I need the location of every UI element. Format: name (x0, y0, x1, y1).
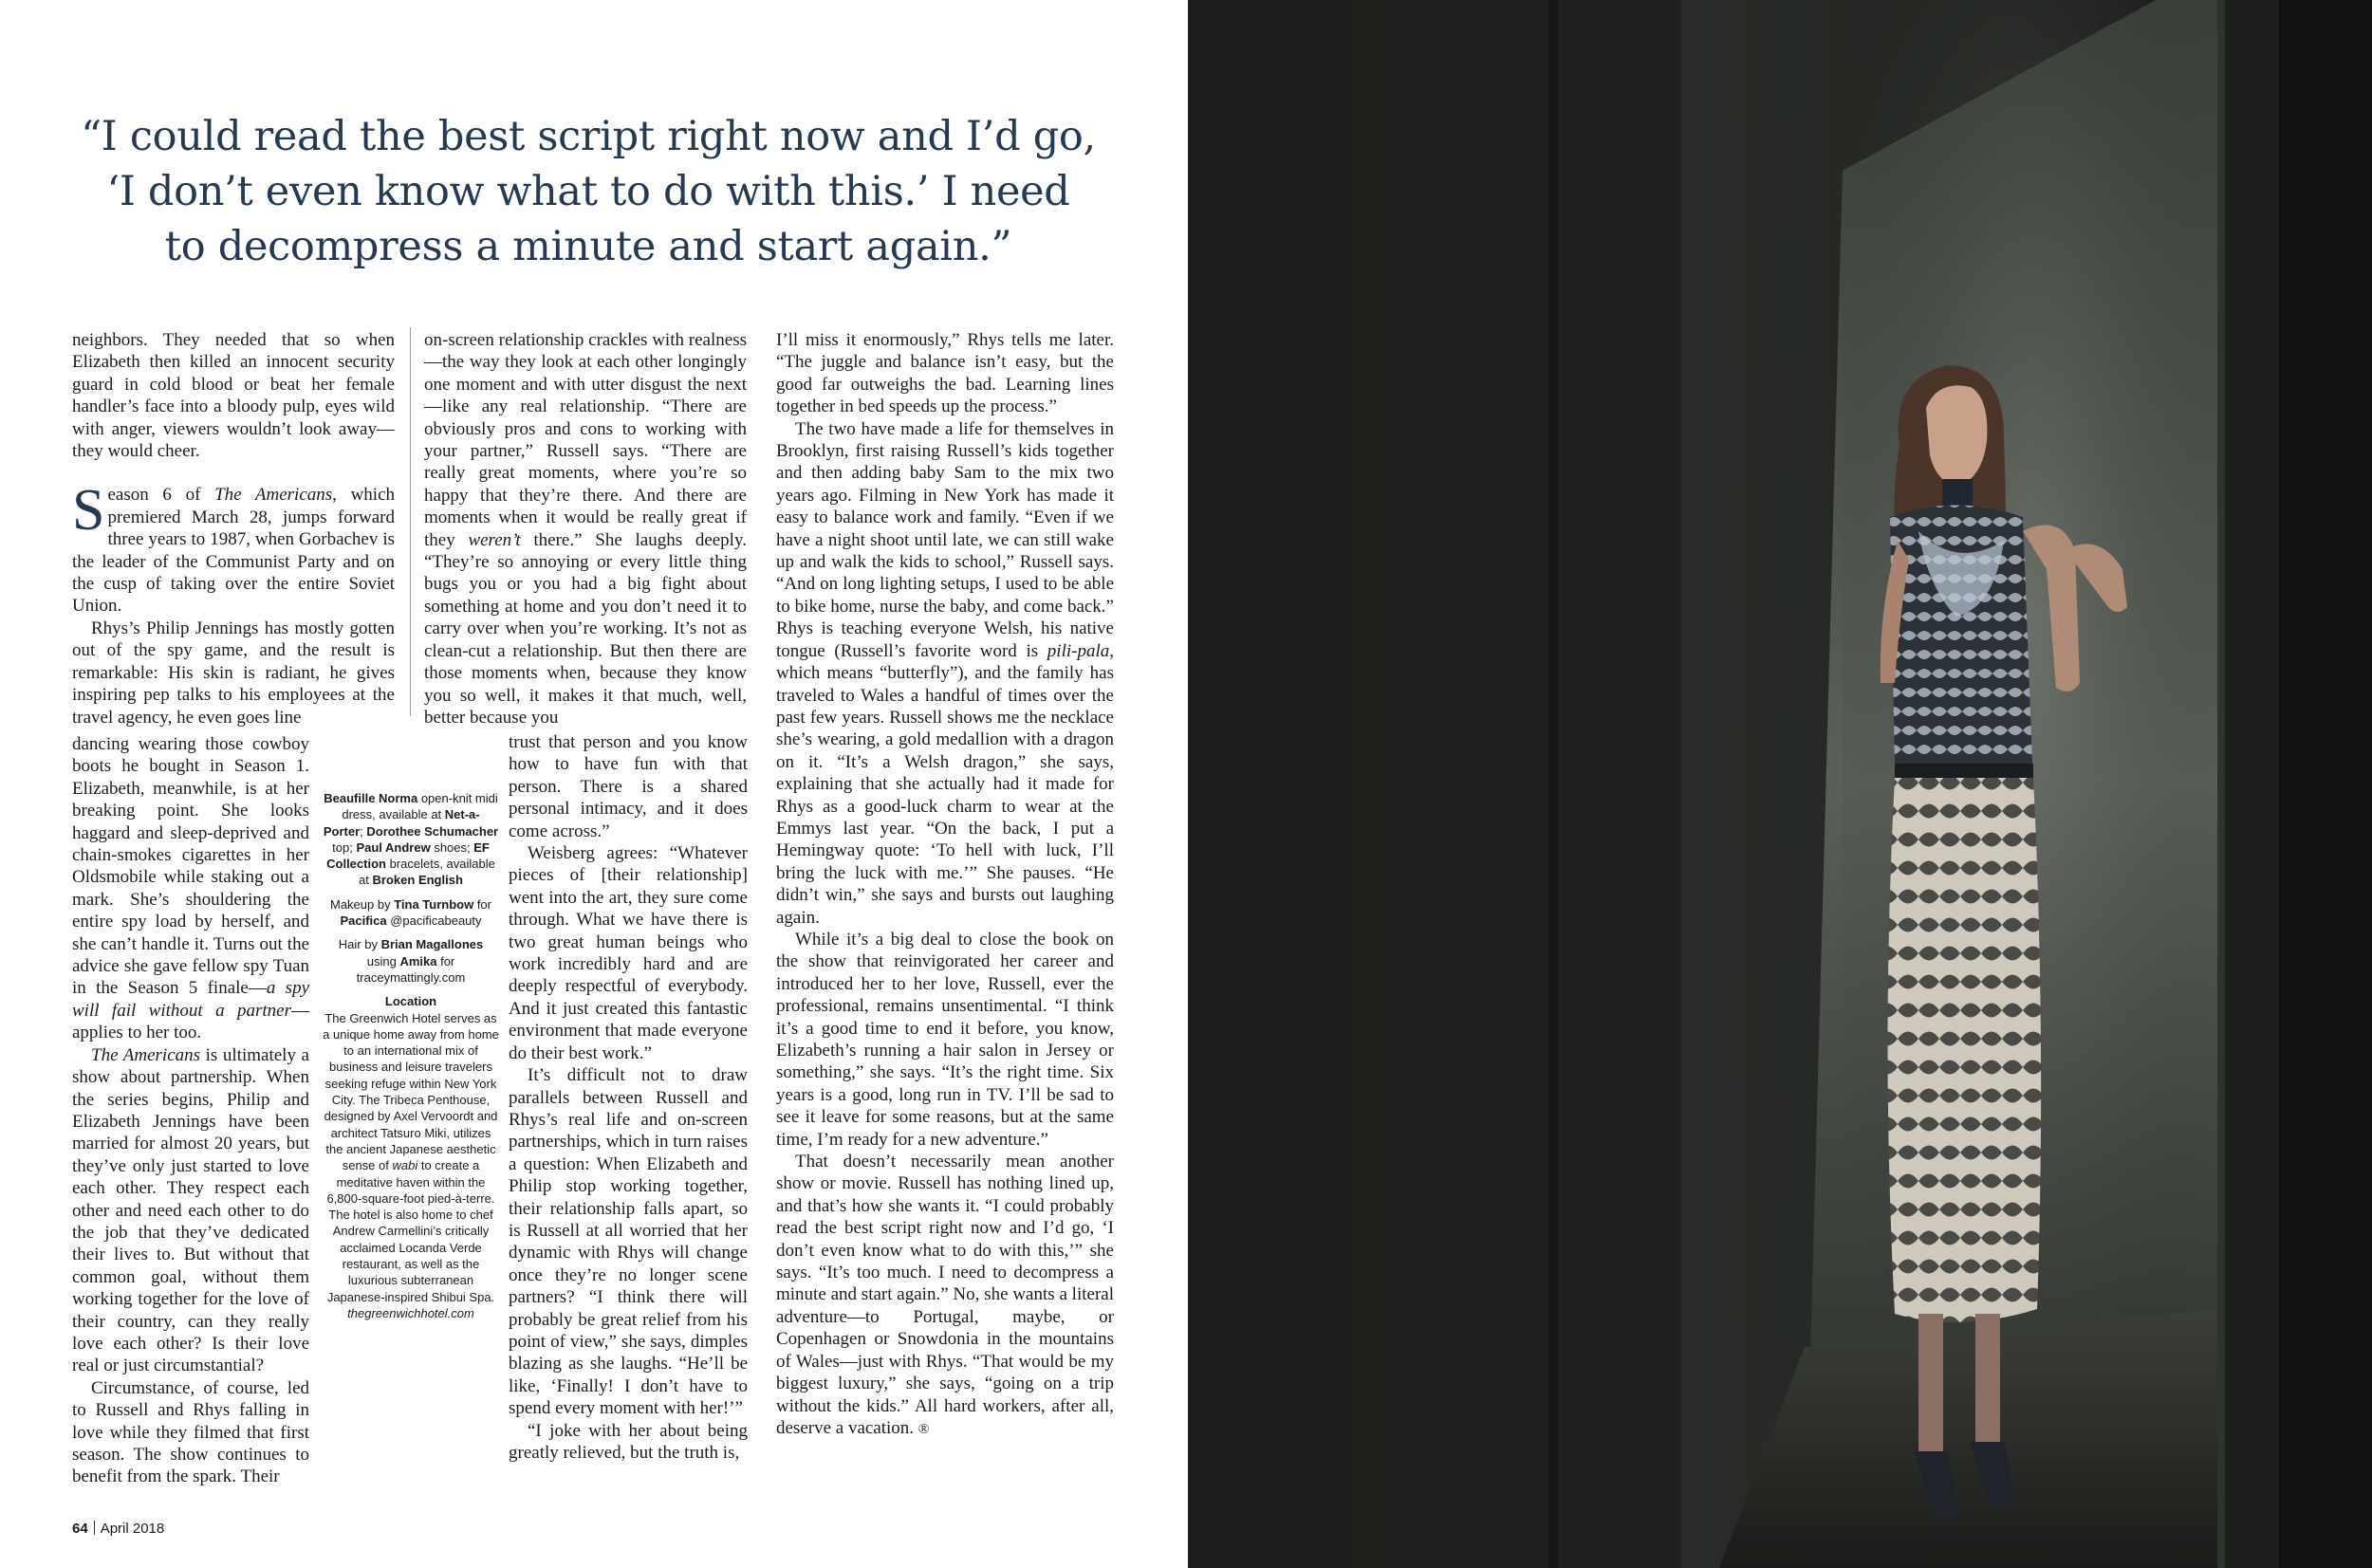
credit-location-heading: Location (384, 994, 437, 1009)
column-divider (410, 327, 411, 716)
credit-wardrobe: Beaufille Norma open-knit midi dress, available at Net-a-Porter; Dorothee Schumacher top; Paul Andrew shoes; EF Collection bracelets, available at Broken English (323, 791, 499, 888)
hotel-url: thegreenwichhotel.com (347, 1305, 474, 1320)
credit-makeup: Makeup by Tina Turnbow for Pacifica @pacificabeauty (329, 896, 491, 929)
paragraph: Weisberg agrees: “Whatever pieces of [their relationship] went into the art, they sure come through. What we have there is two great human beings who work incredibly hard and are deeply respectful of everybody. And it just created this fantastic environment that made everyone do their best work.” (509, 843, 748, 1063)
drop-cap: S (72, 478, 105, 544)
photo-illustration (1188, 0, 2372, 1568)
credit-location: The Greenwich Hotel serves as a unique home away from home to an international mix of business and leisure travelers seeking refuge within New York City. The Tribeca Penthouse, designed by Axel Vervoordt and architect Tatsuro Miki, utilizes the ancient Japanese aesthetic sense of wabi to create a meditative haven within the 6,800-square-foot pied-à-terre. The hotel is also home to chef Andrew Carmellini’s critically acclaimed Locanda Verde restaurant, as well as the luxurious subterranean Japanese-inspired Shibui Spa. thegreenwichhotel.com (323, 1010, 499, 1320)
paragraph: I’ll miss it enormously,” Rhys tells me later. “The juggle and balance isn’t easy, but the good far outweighs the bad. Learning lines together in bed speeds up the process.” (776, 330, 1114, 417)
paragraph: dancing wearing those cowboy boots he bought in Season 1. Elizabeth, meanwhile, is at her breaking point. She looks haggard and sleep-deprived and chain-smokes cigarettes in her Oldsmobile while staking out a mark. She’s shouldering the entire spy load by herself, and she can’t handle it. Turns out the advice she gave fellow spy Tuan in the Season 5 finale—a spy will fail without a partner—applies to her too. (72, 734, 310, 1043)
paragraph: trust that person and you know how to have fun with that person. There is a shared personal intimacy, and it does come across.” (509, 732, 748, 841)
pull-quote (66, 109, 1110, 274)
paragraph: Rhys’s Philip Jennings has mostly gotten out of the spy game, and the result is remarkable: His skin is radiant, he gives inspiring pep talks to his employees at the travel agency, he even goes line (72, 618, 395, 728)
article-column-1 (72, 329, 395, 729)
photo-credits (323, 790, 499, 1329)
portrait-photo (1188, 0, 2372, 1568)
paragraph: on-screen relationship crackles with realness—the way they look at each other longingly one moment and with utter disgust the next—like any real relationship. “There are obviously pros and cons to working with your partner,” Russell says. “There are really great moments, where you’re so happy that they’re there. And there are moments when it would be really great if they weren’t there.” She laughs deeply. “They’re so annoying or every little thing bugs you or you had a big fight about something at home and you don’t need it to carry over when you’re working. It’s not as clean-cut a relationship. But then there are those moments when, because they know you so well, it makes it that much, well, better because you (424, 330, 747, 728)
paragraph: “I joke with her about being greatly relieved, but the truth is, (509, 1420, 748, 1463)
end-mark-icon: ® (917, 1421, 930, 1437)
paragraph: While it’s a big deal to close the book on the show that reinvigorated her career and introduced her to her love, Russell, ever the professional, remains unsentimental. “I think it’s a good time to end it before, you know, Elizabeth’s running a hair salon in Jersey or something,” she says. “It’s the right time. Six years is a good, long run in TV. I’ll be sad to see it leave for some reasons, but at the same time, I’m ready for a new adventure.” (776, 929, 1114, 1150)
article-column-2-narrow (509, 731, 748, 1464)
paragraph: Circumstance, of course, led to Russell and Rhys falling in love while they filmed that first season. The show continues to benefit from the spark. Their (72, 1377, 309, 1487)
page-number: 64 (72, 1521, 88, 1537)
paragraph: neighbors. They needed that so when Elizabeth then killed an innocent security guard in cold blood or beat her female handler’s face into a bloody pulp, eyes wild with anger, viewers wouldn’t look away—they would cheer. (72, 330, 395, 462)
paragraph: It’s difficult not to draw parallels between Russell and Rhys’s real life and on-screen partnerships, which in turn raises a question: When Elizabeth and Philip stop working together, their relationship falls apart, so is Russell at all worried that her dynamic with Rhys will change once they’re no longer scene partners? “I think there will probably be great relief from his point of view,” she says, dimples blazing as she laughs. “He’ll be like, ‘Finally! I don’t have to spend every moment with her!’” (509, 1065, 748, 1419)
article-column-3 (776, 329, 1114, 1441)
paragraph: That doesn’t necessarily mean another show or movie. Russell has nothing lined up, and that’s how she wants it. “I could probably read the best script right now and I’d go, ‘I don’t even know what to do with this,’” she says. “It’s too much. I need to decompress a minute and start again.” No, she wants a literal adventure—to Portugal, maybe, or Copenhagen or Snowdonia in the mountains of Wales—just with Rhys. “That would be my biggest luxury,” she says, “going on a trip without the kids.” All hard workers, after all, deserve a vacation. ® (776, 1152, 1114, 1438)
article-column-2 (424, 329, 747, 729)
credit-hair: Hair by Brian Magallones using Amika for traceymattingly.com (338, 937, 484, 985)
issue-date: April 2018 (100, 1521, 165, 1537)
folio-divider (94, 1521, 95, 1535)
page-footer (72, 1521, 164, 1537)
pull-quote-line: ‘I don’t even know what to do with this.’ I need (106, 168, 1070, 215)
paragraph: The Americans is ultimately a show about partnership. When the series begins, Philip and Elizabeth Jennings have been married for almost 20 years, but they’ve only just started to love each other. They respect each other and need each other to do the job that they’ve dedicated their lives to. But without that common goal, without them working together for the love of their country, can they really love each other? Is their love real or just circumstantial? (72, 1044, 309, 1376)
article-column-1-narrow (72, 733, 309, 1488)
paragraph: The two have made a life for themselves in Brooklyn, first raising Russell’s kids together and then adding baby Sam to the mix two years ago. Filming in New York has made it easy to balance work and family. “Even if we have a night shoot until late, we can still wake up and walk the kids to school,” Russell says. “And on long lighting setups, I used to be able to bike home, nurse the baby, and come back.” Rhys is teaching everyone Welsh, his native tongue (Russell’s favorite word is pili-pala, which means “butterfly”), and the family has traveled to Wales a handful of times over the past few years. Russell shows me the necklace she’s wearing, a gold medallion with a dragon on it. “It’s a Welsh dragon,” she says, explaining that she actually had it made for Rhys as a good-luck charm to wear at the Emmys last year. “On the back, I put a Hemingway quote: ‘To hell with luck, I’ll bring the luck with me.’” She pauses. “He didn’t win,” she says and bursts out laughing again. (776, 418, 1114, 928)
pull-quote-line: to decompress a minute and start again.” (164, 223, 1012, 270)
paragraph: Season 6 of The Americans, which premiered March 28, jumps forward three years to 1987, when Gorbachev is the leader of the Communist Party and on the cusp of taking over the entire Soviet Union. (72, 478, 396, 617)
pull-quote-line: “I could read the best script right now and I’d go, (81, 113, 1096, 160)
